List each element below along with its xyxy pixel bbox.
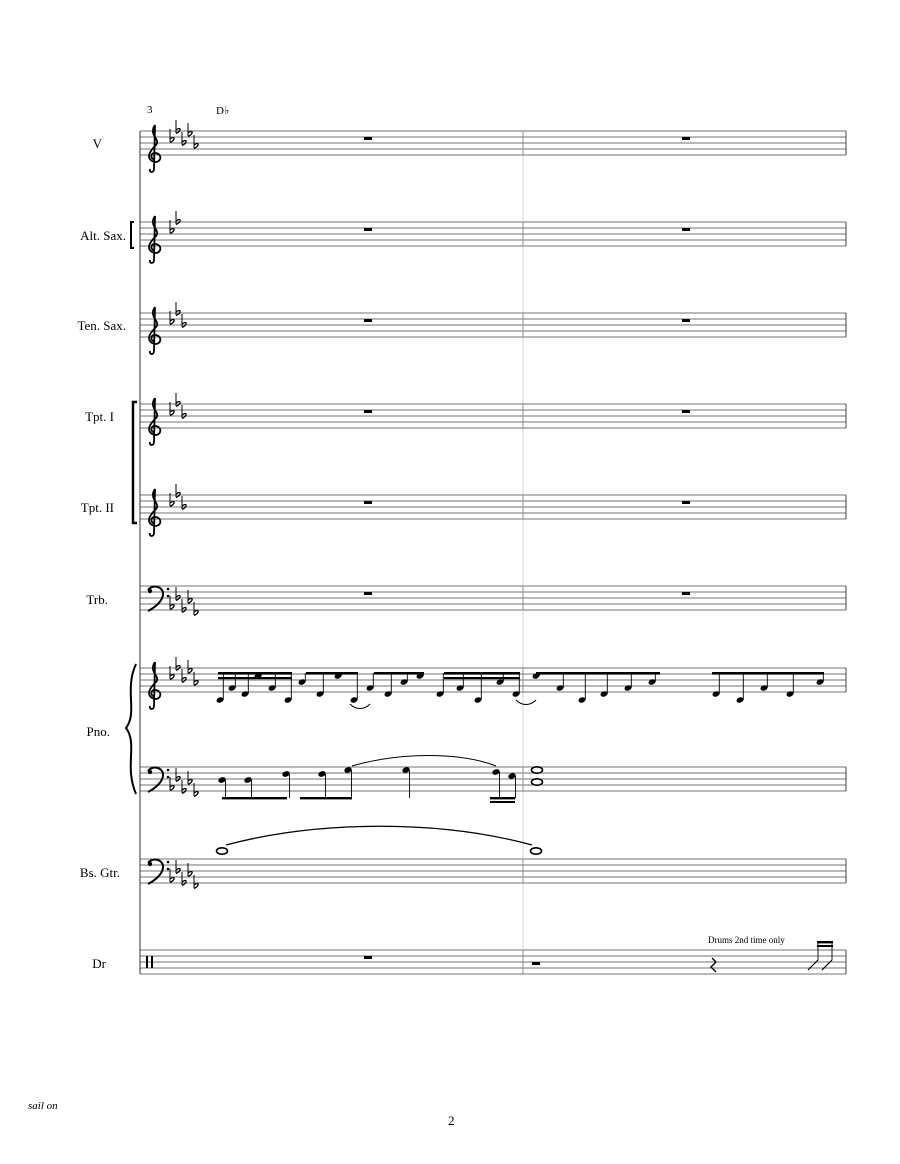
piano-brace	[126, 664, 136, 794]
bass-clef-icon	[148, 768, 170, 792]
page-number: 2	[448, 1113, 455, 1128]
tie	[226, 826, 532, 845]
notes	[216, 672, 833, 972]
quarter-rest	[711, 958, 716, 972]
measure-number: 3	[147, 104, 153, 116]
whole-rest	[364, 592, 372, 595]
flat-icon	[176, 860, 180, 874]
whole-rest	[364, 956, 372, 959]
bass-clef-icon	[148, 860, 170, 884]
treble-clef-icon	[149, 489, 160, 536]
treble-clef-icon	[149, 307, 160, 354]
flat-icon	[188, 123, 192, 137]
bracket-trumpets	[133, 402, 137, 523]
flat-icon	[182, 872, 186, 886]
whole-rest	[682, 228, 690, 231]
label-dr: Dr	[92, 956, 106, 971]
whole-note	[532, 767, 543, 773]
beam	[218, 677, 292, 679]
flat-icon	[176, 302, 180, 316]
beam	[817, 945, 833, 947]
footer-title: sail on	[28, 1100, 58, 1112]
brackets	[126, 222, 137, 794]
flat-icon	[182, 496, 186, 510]
bass-clef-icon	[148, 587, 170, 611]
beam	[712, 672, 824, 675]
beam	[444, 677, 520, 679]
clefs	[146, 125, 169, 968]
half-rest	[532, 962, 540, 965]
bracket-sax	[131, 222, 134, 248]
beam	[490, 801, 515, 803]
flat-icon	[182, 599, 186, 613]
tie	[516, 700, 536, 705]
flat-icon	[176, 657, 180, 671]
label-asax: Alt. Sax.	[80, 228, 126, 243]
whole-rest	[364, 501, 372, 504]
flat-icon	[188, 660, 192, 674]
label-tsax: Ten. Sax.	[77, 318, 126, 333]
whole-rest	[682, 592, 690, 595]
whole-rest	[364, 319, 372, 322]
beam	[490, 797, 515, 799]
beam	[222, 797, 287, 799]
flat-icon	[176, 484, 180, 498]
label-pno: Pno.	[86, 724, 110, 739]
beam	[536, 672, 660, 675]
label-tpt1: Tpt. I	[85, 409, 114, 424]
label-tpt2: Tpt. II	[80, 500, 114, 515]
flat-icon	[176, 393, 180, 407]
slash-note	[808, 960, 818, 970]
beam	[817, 941, 833, 943]
tie	[350, 704, 370, 709]
whole-note	[532, 779, 543, 785]
flat-icon	[176, 587, 180, 601]
beam	[444, 672, 520, 675]
treble-clef-icon	[149, 216, 160, 263]
flat-icon	[182, 669, 186, 683]
whole-rest	[364, 410, 372, 413]
beam	[300, 797, 352, 799]
treble-clef-icon	[149, 125, 160, 172]
slash-note	[822, 960, 832, 970]
label-trb: Trb.	[86, 592, 108, 607]
whole-note	[217, 848, 228, 854]
flat-icon	[176, 120, 180, 134]
whole-rest	[364, 137, 372, 140]
beam	[374, 672, 424, 675]
slur	[352, 756, 496, 767]
beam	[306, 672, 358, 675]
whole-rest	[682, 410, 690, 413]
whole-note	[531, 848, 542, 854]
beam	[218, 672, 292, 675]
flat-icon	[182, 132, 186, 146]
whole-rest	[682, 137, 690, 140]
whole-rest	[682, 319, 690, 322]
chord-symbol: D♭	[216, 105, 230, 117]
flat-icon	[182, 314, 186, 328]
staff-lines	[140, 131, 846, 974]
whole-rest	[682, 501, 690, 504]
flat-icon	[182, 405, 186, 419]
rests	[364, 137, 690, 965]
label-v: V	[92, 136, 102, 151]
label-bsgtr: Bs. Gtr.	[79, 865, 120, 880]
drums-annotation: Drums 2nd time only	[708, 935, 785, 945]
treble-clef-icon	[149, 662, 160, 709]
whole-rest	[364, 228, 372, 231]
flat-icon	[176, 211, 180, 225]
flat-icon	[182, 780, 186, 794]
flat-icon	[176, 768, 180, 782]
treble-clef-icon	[149, 398, 160, 445]
